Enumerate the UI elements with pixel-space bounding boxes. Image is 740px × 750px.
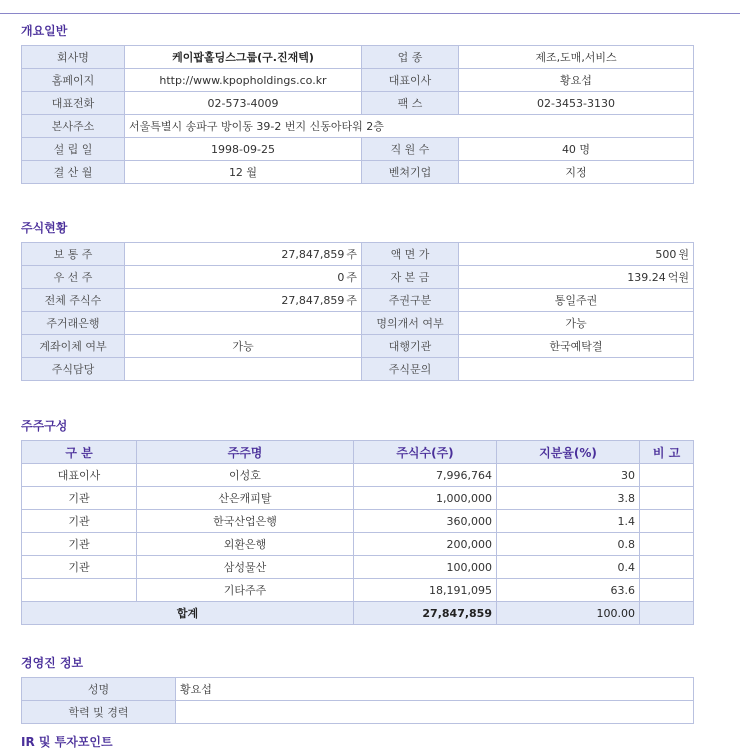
total-shares-cell bbox=[125, 289, 362, 312]
holder-ratio: 63.6 bbox=[497, 579, 640, 602]
table-row bbox=[22, 510, 694, 533]
ceo-label: 대표이사 bbox=[362, 69, 459, 92]
holder-note bbox=[640, 556, 694, 579]
par-value: 500 bbox=[655, 248, 677, 261]
section-title-holders: 주주구성 bbox=[21, 419, 68, 433]
preferred-shares-label: 우 선 주 bbox=[22, 266, 125, 289]
holder-ratio: 1.4 bbox=[497, 510, 640, 533]
table-row bbox=[22, 579, 694, 602]
stock-manager-label: 주식담당 bbox=[22, 358, 125, 381]
industry-label: 업 종 bbox=[362, 46, 459, 69]
section-title-ir: IR 및 투자포인트 bbox=[21, 735, 113, 749]
founded-value: 1998-09-25 bbox=[125, 138, 362, 161]
holders-header-ratio: 지분율(%) bbox=[497, 441, 640, 464]
holder-type: 대표이사 bbox=[22, 464, 137, 487]
holder-ratio: 3.8 bbox=[497, 487, 640, 510]
holder-note bbox=[640, 533, 694, 556]
common-shares-value: 27,847,859 bbox=[281, 248, 345, 261]
holder-note bbox=[640, 464, 694, 487]
preferred-shares-cell bbox=[125, 266, 362, 289]
fax-label: 팩 스 bbox=[362, 92, 459, 115]
employees-value: 40 명 bbox=[459, 138, 694, 161]
agent-value: 한국예탁결 bbox=[459, 335, 694, 358]
holder-type: 기관 bbox=[22, 533, 137, 556]
main-bank-label: 주거래은행 bbox=[22, 312, 125, 335]
holder-ratio: 0.8 bbox=[497, 533, 640, 556]
total-shares-label: 전체 주식수 bbox=[22, 289, 125, 312]
overview-table bbox=[21, 45, 694, 184]
share-kind-value: 통일주권 bbox=[459, 289, 694, 312]
phone-value: 02-573-4009 bbox=[125, 92, 362, 115]
main-bank-value bbox=[125, 312, 362, 335]
holder-note bbox=[640, 579, 694, 602]
holder-type: 기관 bbox=[22, 510, 137, 533]
venture-label: 벤쳐기업 bbox=[362, 161, 459, 184]
holder-name: 이성호 bbox=[137, 464, 354, 487]
holder-note bbox=[640, 510, 694, 533]
capital-cell bbox=[459, 266, 694, 289]
table-row bbox=[22, 556, 694, 579]
common-shares-label: 보 통 주 bbox=[22, 243, 125, 266]
holder-type: 기관 bbox=[22, 556, 137, 579]
table-row bbox=[22, 464, 694, 487]
management-table bbox=[21, 677, 694, 724]
par-label: 액 면 가 bbox=[362, 243, 459, 266]
holder-shares: 1,000,000 bbox=[354, 487, 497, 510]
holders-header-note: 비 고 bbox=[640, 441, 694, 464]
stock-inquiry-value bbox=[459, 358, 694, 381]
holder-type: 기관 bbox=[22, 487, 137, 510]
holder-shares: 7,996,764 bbox=[354, 464, 497, 487]
account-transfer-label: 계좌이체 여부 bbox=[22, 335, 125, 358]
founded-label: 설 립 일 bbox=[22, 138, 125, 161]
share-unit: 주 bbox=[346, 294, 357, 307]
company-value: 케이팝홀딩스그룹(구.진재텍) bbox=[125, 46, 362, 69]
holder-name: 산은캐피탈 bbox=[137, 487, 354, 510]
holder-shares: 18,191,095 bbox=[354, 579, 497, 602]
stock-table bbox=[21, 242, 694, 381]
homepage-link[interactable]: http://www.kpopholdings.co.kr bbox=[125, 69, 362, 92]
capital-unit: 억원 bbox=[667, 271, 689, 284]
total-note bbox=[640, 602, 694, 625]
table-row bbox=[22, 487, 694, 510]
common-shares-cell bbox=[125, 243, 362, 266]
agent-label: 대행기관 bbox=[362, 335, 459, 358]
total-label: 합계 bbox=[22, 602, 354, 625]
section-title-overview: 개요일반 bbox=[21, 24, 68, 38]
holder-name: 한국산업은행 bbox=[137, 510, 354, 533]
settlement-value: 12 월 bbox=[125, 161, 362, 184]
career-value bbox=[176, 701, 694, 724]
fax-value: 02-3453-3130 bbox=[459, 92, 694, 115]
capital-value: 139.24 bbox=[627, 271, 666, 284]
stock-manager-value bbox=[125, 358, 362, 381]
holder-name: 삼성물산 bbox=[137, 556, 354, 579]
stock-inquiry-label: 주식문의 bbox=[362, 358, 459, 381]
holder-type bbox=[22, 579, 137, 602]
holder-shares: 100,000 bbox=[354, 556, 497, 579]
table-row bbox=[22, 533, 694, 556]
preferred-shares-value: 0 bbox=[337, 271, 345, 284]
won-unit: 원 bbox=[678, 248, 689, 261]
total-shares: 27,847,859 bbox=[354, 602, 497, 625]
holder-shares: 360,000 bbox=[354, 510, 497, 533]
homepage-label: 홈페이지 bbox=[22, 69, 125, 92]
share-unit: 주 bbox=[346, 271, 357, 284]
company-label: 회사명 bbox=[22, 46, 125, 69]
ceo-value: 황요섭 bbox=[459, 69, 694, 92]
employees-label: 직 원 수 bbox=[362, 138, 459, 161]
top-divider bbox=[0, 13, 740, 14]
holder-ratio: 30 bbox=[497, 464, 640, 487]
holders-header-type: 구 분 bbox=[22, 441, 137, 464]
holder-name: 외환은행 bbox=[137, 533, 354, 556]
settlement-label: 결 산 월 bbox=[22, 161, 125, 184]
holders-header-shares: 주식수(주) bbox=[354, 441, 497, 464]
par-cell bbox=[459, 243, 694, 266]
career-label: 학력 및 경력 bbox=[22, 701, 176, 724]
holder-shares: 200,000 bbox=[354, 533, 497, 556]
manager-name-value: 황요섭 bbox=[176, 678, 694, 701]
transfer-value: 가능 bbox=[459, 312, 694, 335]
section-title-management: 경영진 정보 bbox=[21, 656, 84, 670]
holder-note bbox=[640, 487, 694, 510]
share-unit: 주 bbox=[346, 248, 357, 261]
account-transfer-value: 가능 bbox=[125, 335, 362, 358]
holder-ratio: 0.4 bbox=[497, 556, 640, 579]
section-title-stock: 주식현황 bbox=[21, 221, 68, 235]
capital-label: 자 본 금 bbox=[362, 266, 459, 289]
transfer-label: 명의개서 여부 bbox=[362, 312, 459, 335]
address-label: 본사주소 bbox=[22, 115, 125, 138]
industry-value: 제조,도매,서비스 bbox=[459, 46, 694, 69]
share-kind-label: 주권구분 bbox=[362, 289, 459, 312]
phone-label: 대표전화 bbox=[22, 92, 125, 115]
venture-value: 지정 bbox=[459, 161, 694, 184]
holder-name: 기타주주 bbox=[137, 579, 354, 602]
holders-table bbox=[21, 440, 694, 625]
address-value: 서울특별시 송파구 방이동 39-2 번지 신동아타워 2층 bbox=[125, 115, 694, 138]
total-ratio: 100.00 bbox=[497, 602, 640, 625]
holders-header-name: 주주명 bbox=[137, 441, 354, 464]
total-row bbox=[22, 602, 694, 625]
total-shares-value: 27,847,859 bbox=[281, 294, 345, 307]
manager-name-label: 성명 bbox=[22, 678, 176, 701]
